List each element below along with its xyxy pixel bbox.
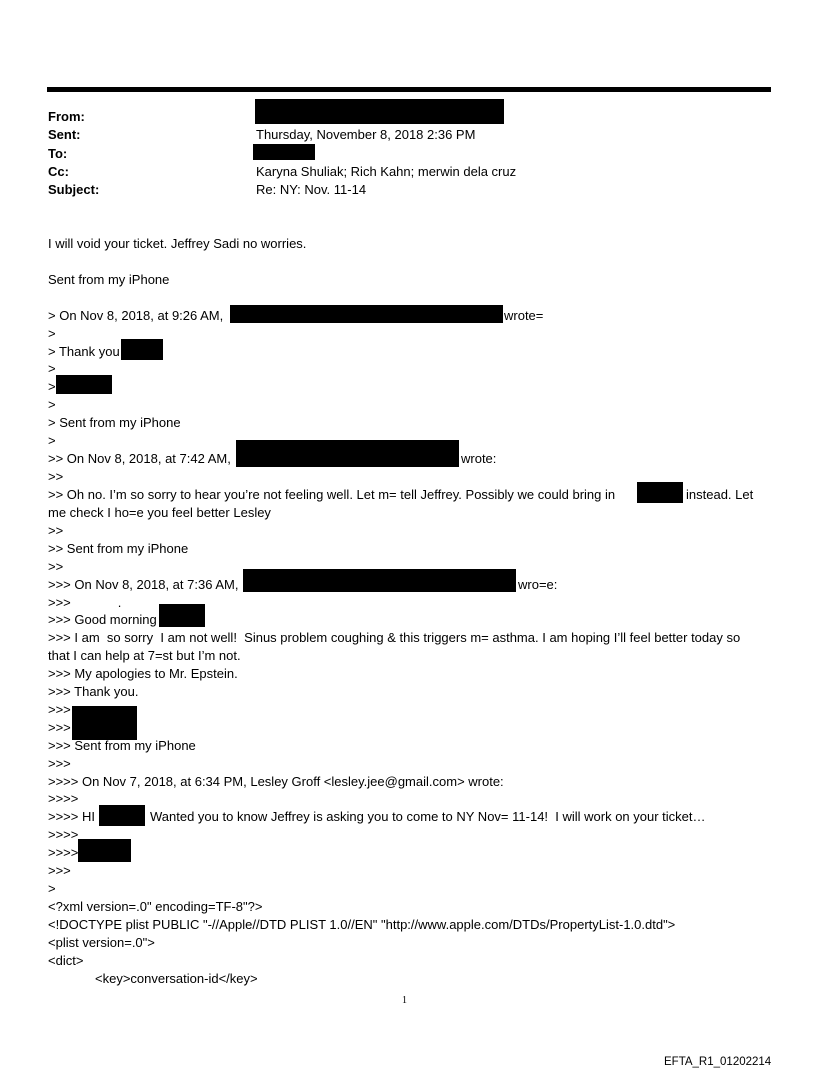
quote-line: >>>> On Nov 7, 2018, at 6:34 PM, Lesley Groff <lesley.jee@gmail.com> wrote:: [48, 774, 504, 789]
quote-line: wrote:: [461, 451, 497, 466]
quote-line: >>>>: [48, 791, 79, 806]
quote-line: >>>: [48, 720, 71, 735]
quote-line: >>: [48, 469, 64, 484]
quote-line: Wanted you to know Jeffrey is asking you to come to NY Nov= 11-14! I will work on your ticket…: [150, 809, 706, 824]
redaction-to: [253, 144, 315, 160]
redaction-sender: [236, 440, 459, 467]
quote-line: >>> .: [48, 595, 122, 610]
to-label: To:: [48, 146, 68, 161]
quote-line: >>>: [48, 702, 71, 717]
quote-line: >>> On Nov 8, 2018, at 7:36 AM,: [48, 577, 239, 592]
cc-value: Karyna Shuliak; Rich Kahn; merwin dela cruz: [256, 164, 517, 179]
from-label: From:: [48, 109, 85, 124]
quote-line: >>> My apologies to Mr. Epstein.: [48, 666, 238, 681]
subject-value: Re: NY: Nov. 11-14: [256, 182, 367, 197]
quote-line: >>> Good morning: [48, 612, 157, 627]
quote-line: >>>>: [48, 845, 79, 860]
quote-line: >>: [48, 559, 64, 574]
quote-line: >: [48, 881, 56, 896]
subject-label: Subject:: [48, 182, 100, 197]
quote-line: >>> I am so sorry I am not well! Sinus problem coughing & this triggers m= asthma. I am hoping I’ll feel better today so: [48, 630, 741, 645]
redaction-name: [159, 604, 205, 627]
quote-line: > On Nov 8, 2018, at 9:26 AM,: [48, 308, 224, 323]
quote-line: >: [48, 361, 56, 376]
quote-line: >>: [48, 523, 64, 538]
redaction-sender: [243, 569, 516, 592]
quote-line: >>>>: [48, 827, 79, 842]
quote-line: >> On Nov 8, 2018, at 7:42 AM,: [48, 451, 231, 466]
quote-line: >> Sent from my iPhone: [48, 541, 189, 556]
quote-line: >>> Thank you.: [48, 684, 139, 699]
redaction-from: [255, 99, 504, 124]
redaction-signature: [78, 839, 131, 862]
page-number: 1: [402, 995, 407, 1006]
quote-line: >: [48, 379, 56, 394]
quote-line: wrote=: [504, 308, 544, 323]
redaction-name: [99, 805, 145, 826]
xml-line: <!DOCTYPE plist PUBLIC "-//Apple//DTD PLIST 1.0//EN" "http://www.apple.com/DTDs/PropertyList-1.0.dtd">: [48, 917, 676, 932]
redaction-signature: [72, 706, 137, 740]
xml-line: <?xml version=.0" encoding=TF-8"?>: [48, 899, 263, 914]
quote-line: me check I ho=e you feel better Lesley: [48, 505, 271, 520]
quote-line: instead. Let: [686, 487, 754, 502]
xml-line: <dict>: [48, 953, 84, 968]
bates-number: EFTA_R1_01202214: [664, 1056, 772, 1068]
quote-line: >: [48, 326, 56, 341]
quote-line: >>> Sent from my iPhone: [48, 738, 196, 753]
xml-line: <plist version=.0">: [48, 935, 155, 950]
sent-value: Thursday, November 8, 2018 2:36 PM: [256, 127, 476, 142]
quote-line: >>>: [48, 756, 71, 771]
quote-line: > Thank you: [48, 344, 120, 359]
redaction-name: [121, 339, 163, 360]
quote-line: that I can help at 7=st but I’m not.: [48, 648, 241, 663]
header-rule: [47, 87, 771, 92]
redaction-sender: [230, 305, 503, 323]
quote-line: >> Oh no. I’m so sorry to hear you’re not feeling well. Let m= tell Jeffrey. Possibly we could bring in: [48, 487, 616, 502]
sent-label: Sent:: [48, 127, 81, 142]
redaction-signature: [56, 375, 112, 394]
quote-line: wro=e:: [518, 577, 558, 592]
quote-line: >: [48, 397, 56, 412]
body-line: Sent from my iPhone: [48, 272, 170, 287]
quote-line: >>>> HI: [48, 809, 95, 824]
body-line: I will void your ticket. Jeffrey Sadi no worries.: [48, 236, 307, 251]
quote-line: >: [48, 433, 56, 448]
xml-line: <key>conversation-id</key>: [95, 971, 258, 986]
quote-line: > Sent from my iPhone: [48, 415, 181, 430]
cc-label: Cc:: [48, 164, 69, 179]
quote-line: >>>: [48, 863, 71, 878]
redaction-name: [637, 482, 683, 503]
